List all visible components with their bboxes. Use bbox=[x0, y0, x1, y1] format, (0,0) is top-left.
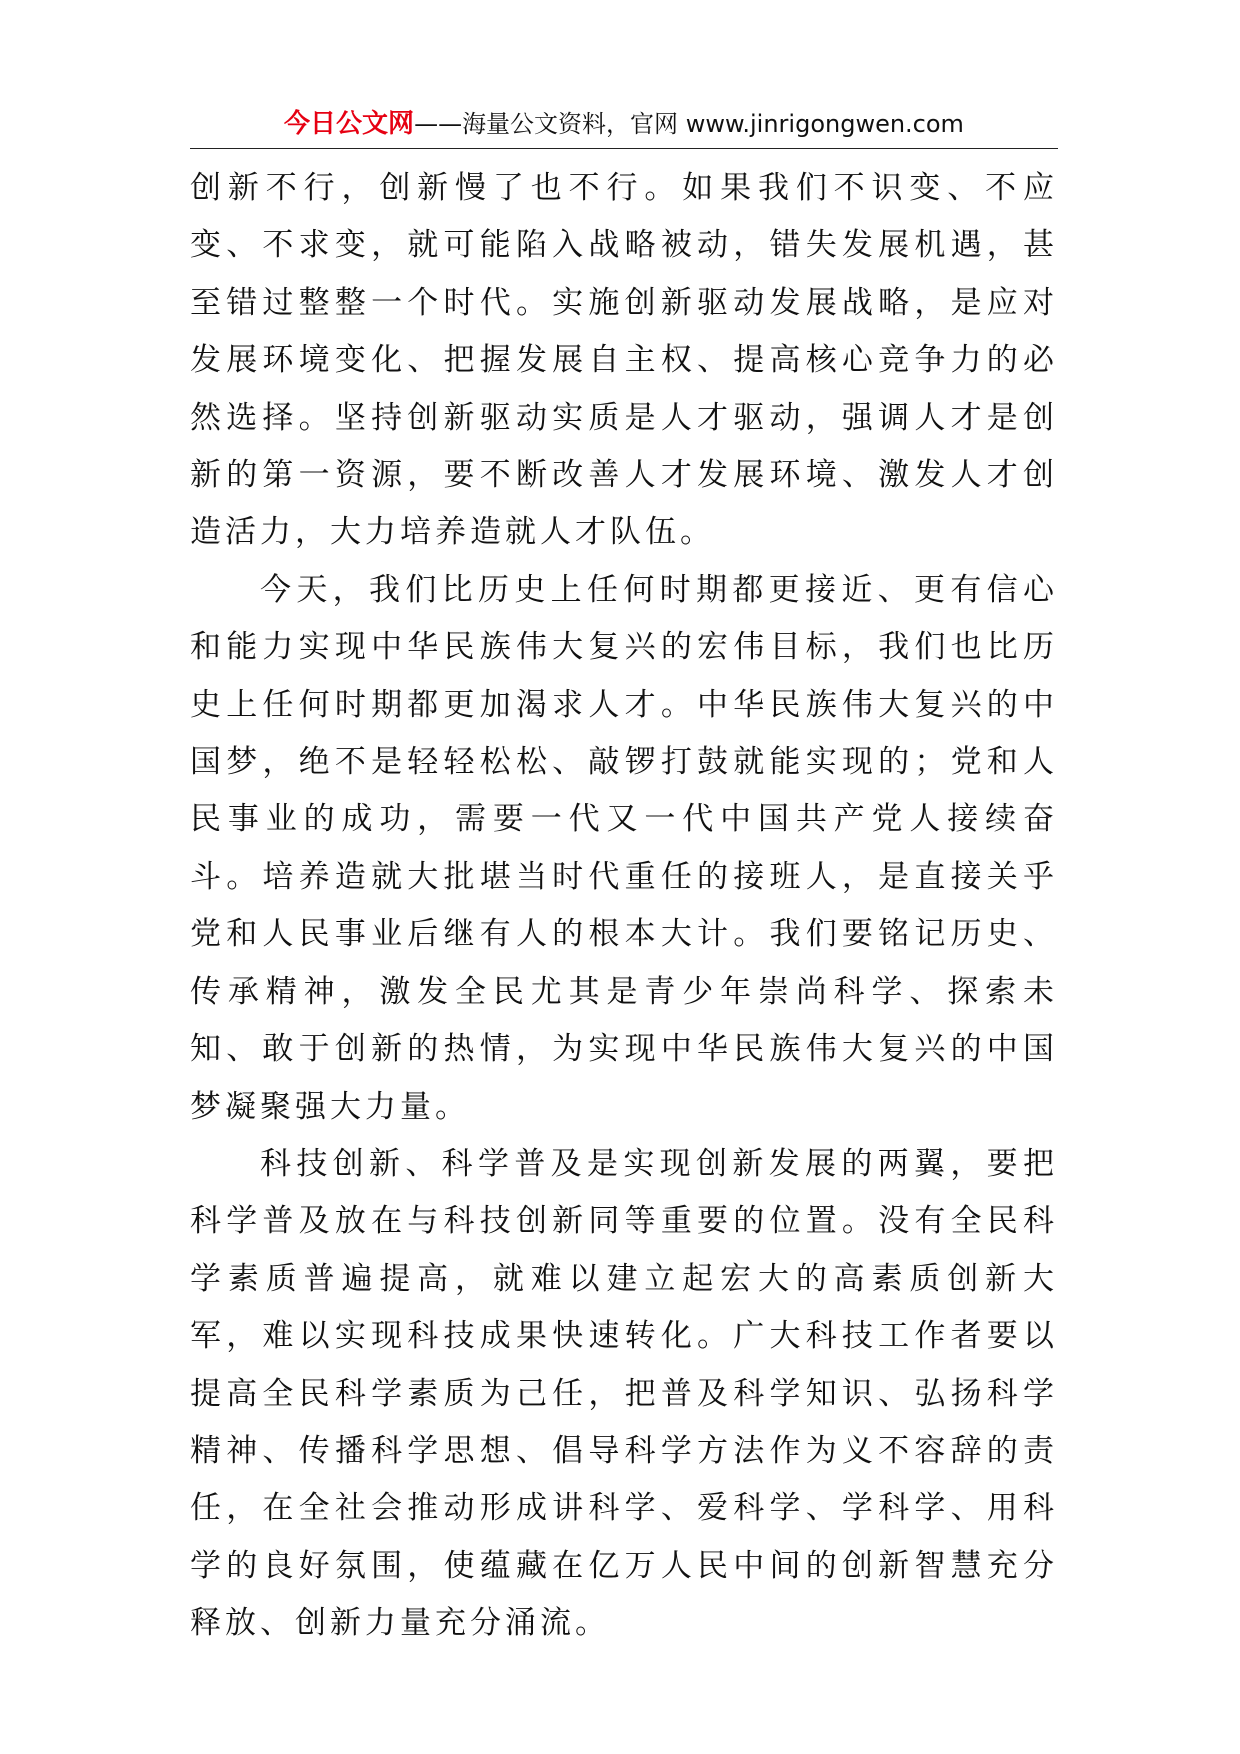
paragraph: 今天，我们比历史上任何时期都更接近、更有信心和能力实现中华民族伟大复兴的宏伟目标，我们也比历史上任何时期都更加渴求人才。中华民族伟大复兴的中国梦，绝不是轻轻松松、敲锣打鼓就能实现的；党和人民事业的成功，需要一代又一代中国共产党人接续奋斗。培养造就大批堪当时代重任的接班人，是直接关乎党和人民事业后继有人的根本大计。我们要铭记历史、传承精神，激发全民尤其是青少年崇尚科学、探索未知、敢于创新的热情，为实现中华民族伟大复兴的中国梦凝聚强大力量。 bbox=[190, 571, 1058, 1125]
site-brand: 今日公文网 bbox=[284, 109, 415, 139]
page-header bbox=[190, 104, 1058, 144]
site-tagline: ——海量公文资料，官网 www.jinrigongwen.com bbox=[414, 110, 964, 138]
document-body bbox=[190, 160, 1058, 1653]
paragraph-continued: 创新不行，创新慢了也不行。如果我们不识变、不应变、不求变，就可能陷入战略被动，错失发展机遇，甚至错过整整一个时代。实施创新驱动发展战略，是应对发展环境变化、把握发展自主权、提高核心竞争力的必然选择。坚持创新驱动实质是人才驱动，强调人才是创新的第一资源，要不断改善人才发展环境、激发人才创造活力，大力培养造就人才队伍。 bbox=[190, 170, 1058, 551]
header-divider bbox=[190, 148, 1058, 149]
paragraph: 科技创新、科学普及是实现创新发展的两翼，要把科学普及放在与科技创新同等重要的位置。没有全民科学素质普遍提高，就难以建立起宏大的高素质创新大军，难以实现科技成果快速转化。广大科技工作者要以提高全民科学素质为己任，把普及科学知识、弘扬科学精神、传播科学思想、倡导科学方法作为义不容辞的责任，在全社会推动形成讲科学、爱科学、学科学、用科学的良好氛围，使蕴藏在亿万人民中间的创新智慧充分释放、创新力量充分涌流。 bbox=[190, 1145, 1058, 1642]
